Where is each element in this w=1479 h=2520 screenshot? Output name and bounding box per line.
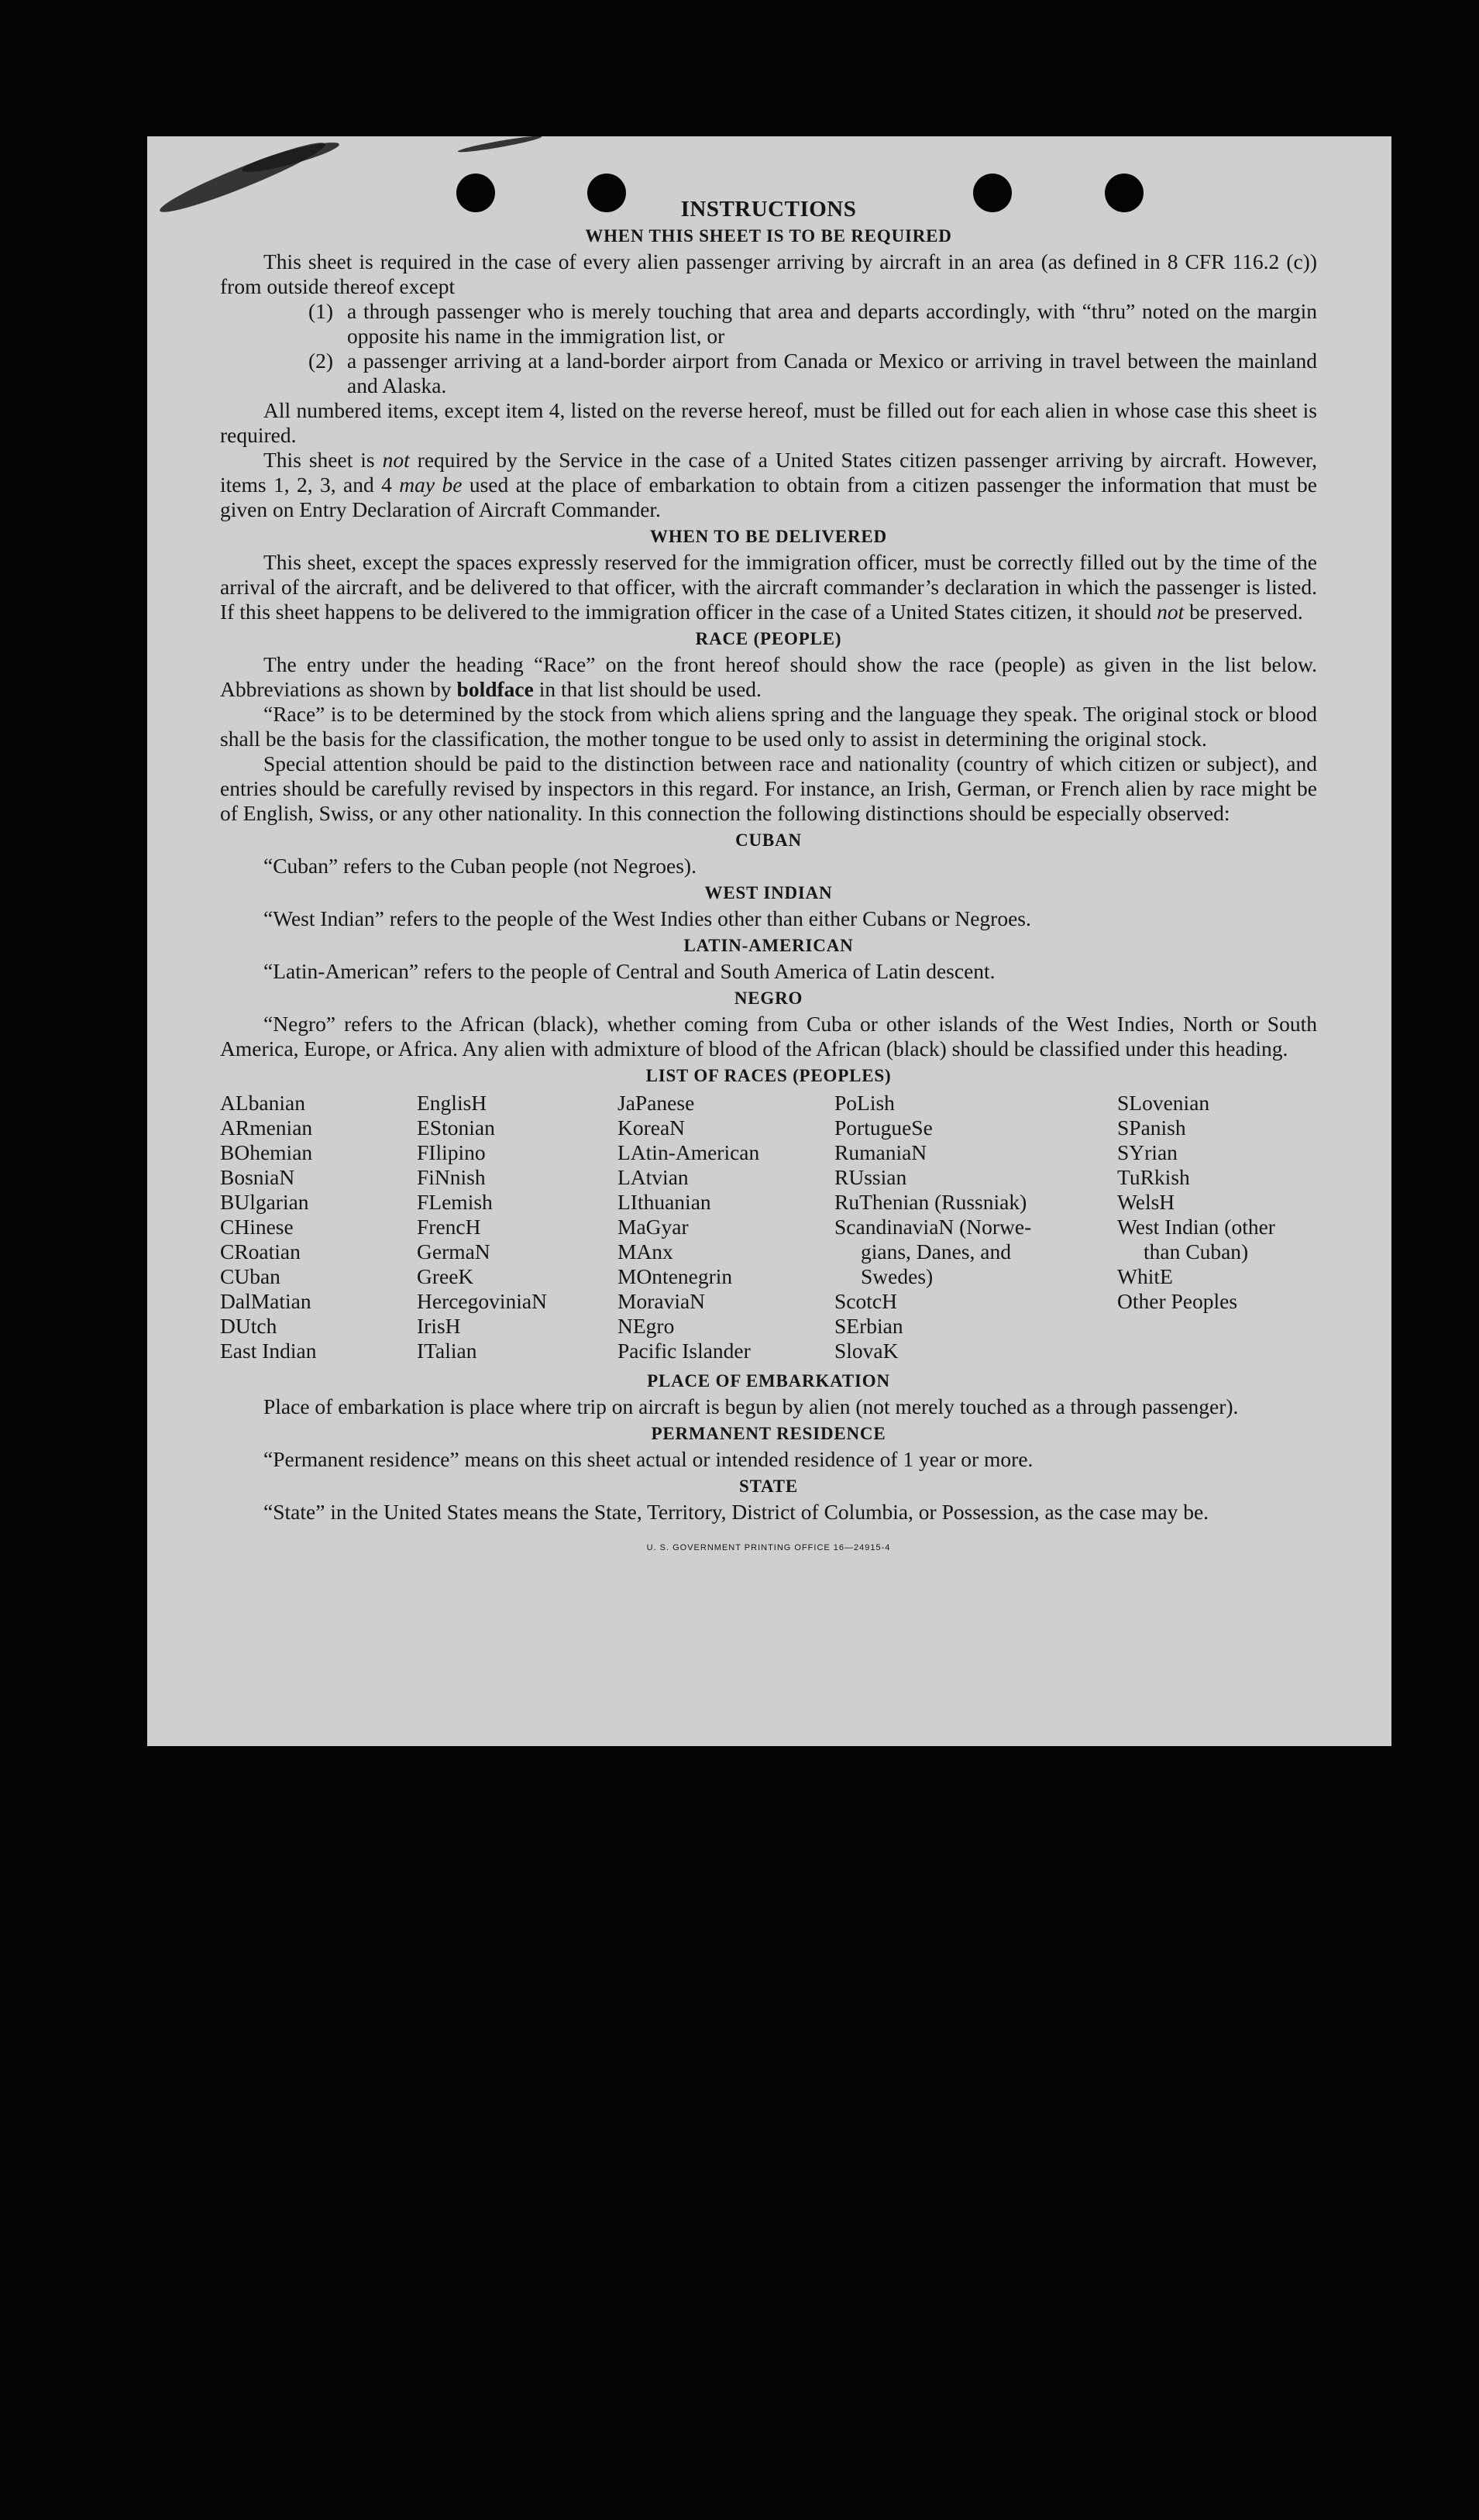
section-heading-embarkation: PLACE OF EMBARKATION: [647, 1371, 890, 1391]
race-entry: LIthuanian: [617, 1190, 711, 1214]
text-run: used at the place of embarkation to obtain from a citizen passenger the information that must be given on Entry Declaration of Aircraft Commander.: [220, 473, 1317, 521]
permanent-residence-definition: “Permanent residence” means on this sheet actual or intended residence of 1 year or more.: [263, 1447, 1034, 1471]
section-heading-races-list: LIST OF RACES (PEOPLES): [645, 1066, 892, 1085]
emphasis-text: may be: [399, 473, 463, 497]
state-definition: “State” in the United States means the State, Territory, District of Columbia, or Possession, as the case may be.: [263, 1500, 1209, 1524]
race-entry: RumaniaN: [834, 1140, 927, 1164]
ink-smudge: [457, 134, 542, 155]
text-run: The entry under the heading “Race” on the front hereof should show the race (people) as given in the list below. Abbreviations as shown by: [220, 652, 1317, 701]
bold-text: boldface: [456, 677, 534, 701]
citizen-paragraph: [220, 448, 1317, 522]
section-heading-cuban: CUBAN: [735, 830, 802, 850]
item-number: (2): [308, 349, 334, 373]
race-entry: SPanish: [1117, 1116, 1186, 1140]
binder-hole: [587, 174, 626, 212]
printer-imprint: U. S. GOVERNMENT PRINTING OFFICE 16—24915-4: [646, 1543, 891, 1552]
race-entry: EStonian: [417, 1116, 495, 1140]
race-entry: WhitE: [1117, 1264, 1173, 1288]
race-entry: East Indian: [220, 1339, 317, 1363]
text-run: be preserved.: [1184, 600, 1303, 624]
ink-smudge: [240, 137, 341, 177]
race-entry: FrencH: [417, 1215, 481, 1239]
race-entry: MOntenegrin: [617, 1264, 733, 1288]
race-entry: TuRkish: [1117, 1165, 1190, 1189]
race-entry: Other Peoples: [1117, 1289, 1238, 1313]
race-entry: JaPanese: [617, 1091, 695, 1115]
section-heading-race: RACE (PEOPLE): [695, 629, 842, 648]
race-paragraph: [220, 652, 1317, 702]
race-entry: FIlipino: [417, 1140, 486, 1164]
race-entry: BUlgarian: [220, 1190, 309, 1214]
text-run: This sheet is: [263, 448, 383, 472]
races-column: [1117, 1091, 1311, 1363]
race-entry: SlovaK: [834, 1339, 899, 1363]
races-column: [834, 1091, 1117, 1363]
latin-american-definition: “Latin-American” refers to the people of Central and South America of Latin descent.: [263, 959, 996, 983]
binder-hole: [1105, 174, 1144, 212]
race-entry: PoLish: [834, 1091, 895, 1115]
item-text: a passenger arriving at a land-border airport from Canada or Mexico or arriving in travel between the mainland and Alaska.: [347, 349, 1317, 397]
emphasis-text: not: [1157, 600, 1185, 624]
race-entry: BosniaN: [220, 1165, 295, 1189]
race-entry: ALbanian: [220, 1091, 305, 1115]
race-entry: CRoatian: [220, 1239, 301, 1263]
race-entry: CUban: [220, 1264, 280, 1288]
races-column: [417, 1091, 617, 1363]
race-entry: EnglisH: [417, 1091, 487, 1115]
race-entry: CHinese: [220, 1215, 294, 1239]
west-indian-definition: “West Indian” refers to the people of the West Indies other than either Cubans or Negroes.: [263, 906, 1031, 930]
binder-hole: [973, 174, 1012, 212]
race-entry: DUtch: [220, 1314, 277, 1338]
race-entry: ScandinaviaN (Norwe-: [834, 1215, 1032, 1239]
race-entry: NEgro: [617, 1314, 675, 1338]
section-heading-west-indian: WEST INDIAN: [704, 883, 833, 902]
race-entry: GermaN: [417, 1239, 490, 1263]
race-entry: ITalian: [417, 1339, 477, 1363]
race-entry: PortugueSe: [834, 1116, 933, 1140]
delivery-paragraph: [220, 550, 1317, 624]
race-entry: Swedes): [861, 1264, 934, 1288]
race-entry: gians, Danes, and: [861, 1239, 1011, 1263]
race-entry: SYrian: [1117, 1140, 1178, 1164]
section-heading-when-required: WHEN THIS SHEET IS TO BE REQUIRED: [585, 226, 952, 246]
races-list: [220, 1091, 1317, 1363]
instruction-sheet: [147, 136, 1391, 1746]
race-entry: WelsH: [1117, 1190, 1175, 1214]
race-entry: LAtvian: [617, 1165, 689, 1189]
race-entry: HercegoviniaN: [417, 1289, 547, 1313]
when-required-intro: This sheet is required in the case of every alien passenger arriving by aircraft in an area (as defined in 8 CFR 116.2 (c)) from outside thereof except: [220, 249, 1317, 298]
page-title: INSTRUCTIONS: [680, 197, 857, 222]
race-entry: MAnx: [617, 1239, 673, 1263]
cuban-definition: “Cuban” refers to the Cuban people (not Negroes).: [263, 854, 697, 878]
race-entry: FiNnish: [417, 1165, 486, 1189]
text-run: in that list should be used.: [533, 677, 762, 701]
section-heading-negro: NEGRO: [734, 988, 803, 1008]
race-paragraph: “Race” is to be determined by the stock from which aliens spring and the language they speak. The original stock or blood shall be the basis for the classification, the mother tongue to be used only to assist in determining the original stock.: [220, 702, 1317, 751]
race-entry: SErbian: [834, 1314, 903, 1338]
emphasis-text: not: [382, 448, 410, 472]
embarkation-definition: Place of embarkation is place where trip on aircraft is begun by alien (not merely touched as a through passenger).: [263, 1394, 1239, 1418]
binder-hole: [456, 174, 495, 212]
race-entry: FLemish: [417, 1190, 493, 1214]
numbered-items-paragraph: All numbered items, except item 4, listed on the reverse hereof, must be filled out for each alien in whose case this sheet is required.: [220, 398, 1317, 447]
text-run: required by the Service in the case of a United States citizen passenger arriving by aircraft. However, items 1, 2, 3, and 4: [220, 448, 1317, 497]
race-entry: SLovenian: [1117, 1091, 1210, 1115]
item-number: (1): [308, 299, 334, 323]
race-entry: West Indian (other: [1117, 1215, 1275, 1239]
race-entry: MoraviaN: [617, 1289, 706, 1313]
race-entry: IrisH: [417, 1314, 461, 1338]
section-heading-latin-american: LATIN-AMERICAN: [683, 936, 854, 955]
negro-definition: “Negro” refers to the African (black), whether coming from Cuba or other islands of the West Indies, North or South America, Europe, or Africa. Any alien with admixture of blood of the African (black) should be classified under this heading.: [220, 1012, 1317, 1061]
race-entry: GreeK: [417, 1264, 474, 1288]
text-run: This sheet, except the spaces expressly reserved for the immigration officer, must be correctly filled out by the time of the arrival of the aircraft, and be delivered to that officer, with the aircraft commander’s declaration in which the passenger is listed. If this sheet happens to be delivered to the immigration officer in the case of a United States citizen, it should: [220, 550, 1317, 624]
item-text: a through passenger who is merely touching that area and departs accordingly, with “thru” noted on the margin opposite his name in the immigration list, or: [347, 299, 1317, 348]
race-entry: LAtin-American: [617, 1140, 760, 1164]
race-entry: ARmenian: [220, 1116, 313, 1140]
exception-item: [220, 349, 1317, 398]
race-entry: RuThenian (Russniak): [834, 1190, 1027, 1214]
race-entry: MaGyar: [617, 1215, 689, 1239]
race-entry: RUssian: [834, 1165, 907, 1189]
race-entry: than Cuban): [1144, 1239, 1249, 1263]
exception-item: [220, 299, 1317, 349]
section-heading-when-delivered: WHEN TO BE DELIVERED: [650, 527, 887, 546]
race-entry: DalMatian: [220, 1289, 311, 1313]
race-entry: BOhemian: [220, 1140, 313, 1164]
races-column: [220, 1091, 417, 1363]
race-entry: ScotcH: [834, 1289, 897, 1313]
race-entry: Pacific Islander: [617, 1339, 751, 1363]
race-entry: KoreaN: [617, 1116, 686, 1140]
section-heading-permanent-residence: PERMANENT RESIDENCE: [651, 1424, 886, 1443]
races-column: [617, 1091, 834, 1363]
section-heading-state: STATE: [738, 1477, 798, 1496]
race-paragraph: Special attention should be paid to the distinction between race and nationality (country of which citizen or subject), and entries should be carefully revised by inspectors in this regard. For instance, an Irish, German, or French alien by race might be of English, Swiss, or any other nationality. In this connection the following distinctions should be especially observed:: [220, 751, 1317, 825]
